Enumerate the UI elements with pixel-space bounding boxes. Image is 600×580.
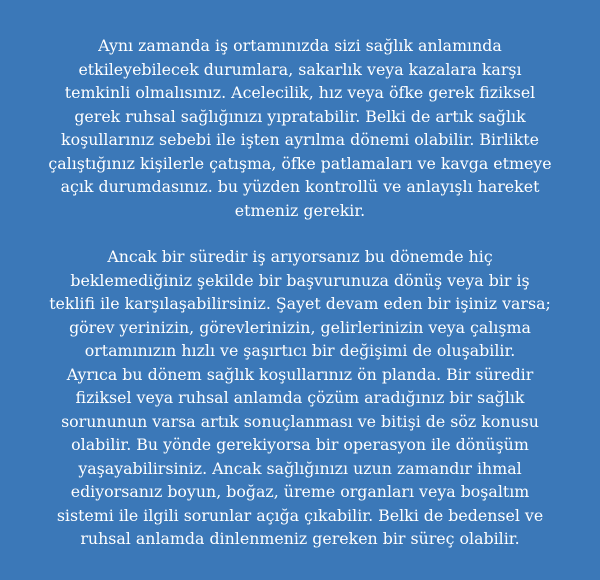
text-line: teklifi ile karşılaşabilirsiniz. Şayet devam eden bir işiniz varsa;	[49, 294, 551, 313]
text-line: gerek ruhsal sağlığınızı yıpratabilir. Belki de artık sağlık	[74, 106, 526, 126]
text-line: ruhsal anlamda dinlenmeniz gereken bir süreç olabilir.	[80, 529, 520, 548]
text-line: koşullarınız sebebi ile işten ayrılma dönemi olabilir. Birlikte	[61, 130, 539, 149]
paragraph-job-change	[40, 245, 560, 551]
text-line: görev yerinizin, görevlerinizin, gelirlerinizin veya çalışma	[69, 317, 531, 337]
text-line: çalıştığınız kişilerle çatışma, öfke patlamaları ve kavga etmeye	[48, 153, 552, 173]
paragraph-work-health	[40, 34, 560, 222]
text-line: Ancak bir süredir iş arıyorsanız bu dönemde hiç	[107, 247, 493, 266]
text-line: açık durumdasınız. bu yüzden kontrollü ve anlayışlı hareket	[60, 177, 540, 196]
text-line: sorununun varsa artık sonuçlanması ve bitişi de söz konusu	[61, 411, 539, 431]
text-line: ediyorsanız boyun, boğaz, üreme organları veya boşaltım	[70, 482, 530, 501]
text-line: yaşayabilirsiniz. Ancak sağlığınızı uzun zamandır ihmal	[78, 458, 522, 478]
horoscope-text-panel	[40, 34, 560, 551]
text-line: Aynı zamanda iş ortamınızda sizi sağlık anlamında	[98, 36, 502, 55]
text-line: etmeniz gerekir.	[234, 200, 366, 220]
text-line: temkinli olmalısınız. Acelecilik, hız veya öfke gerek fiziksel	[64, 83, 536, 102]
text-line: beklemediğiniz şekilde bir başvurunuza dönüş veya bir iş	[70, 270, 530, 290]
text-line: etkileyebilecek durumlara, sakarlık veya kazalara karşı	[78, 59, 522, 79]
text-line: Ayrıca bu dönem sağlık koşullarınız ön planda. Bir süredir	[66, 364, 534, 384]
text-line: ortamınızın hızlı ve şaşırtıcı bir değişimi de oluşabilir.	[84, 341, 516, 360]
text-line: fiziksel veya ruhsal anlamda çözüm aradığınız bir sağlık	[75, 388, 525, 407]
text-line: sistemi ile ilgili sorunlar açığa çıkabilir. Belki de bedensel ve	[56, 505, 544, 525]
text-line: olabilir. Bu yönde gerekiyorsa bir operasyon ile dönüşüm	[71, 435, 529, 454]
